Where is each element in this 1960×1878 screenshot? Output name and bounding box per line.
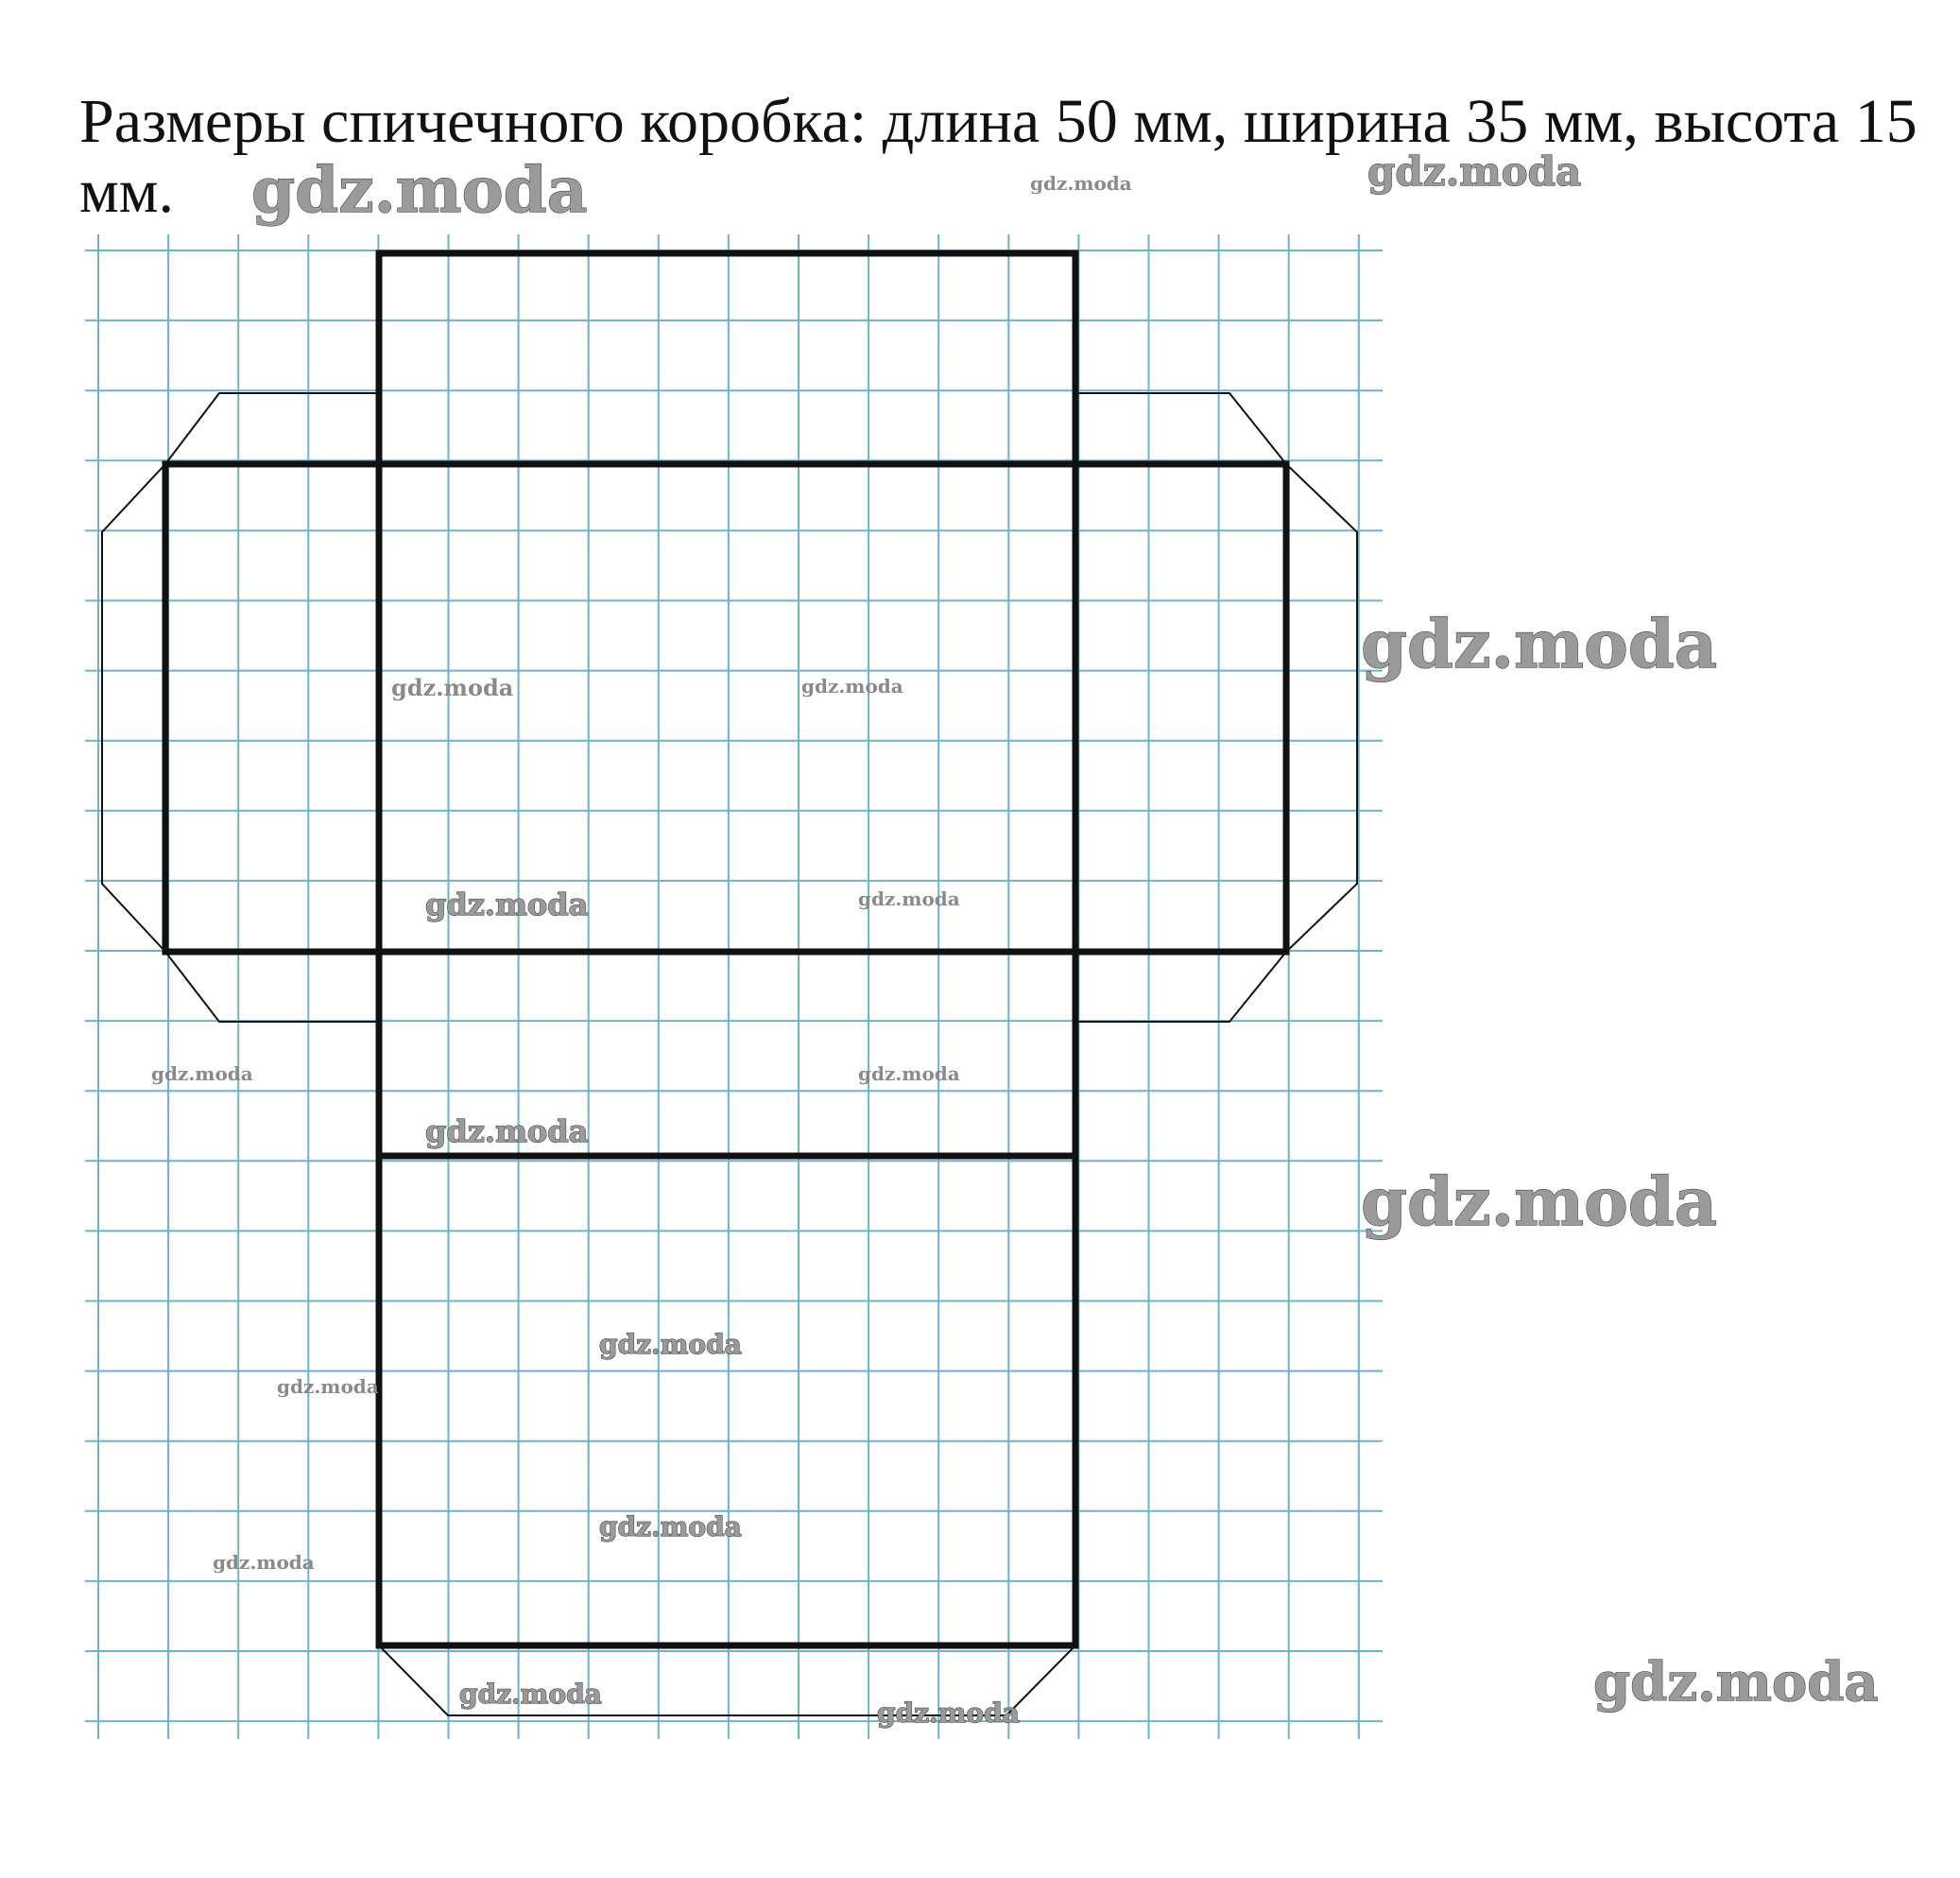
front-face xyxy=(379,464,1075,952)
right-side-face xyxy=(1075,464,1286,952)
watermark: gdz.moda xyxy=(1361,605,1718,683)
watermark: gdz.moda xyxy=(213,1551,315,1574)
left-glue-flap xyxy=(102,393,379,1022)
caption: Размеры спичечного коробка: длина 50 мм, ширина 35 мм, высота 15 мм. xyxy=(79,87,1917,226)
watermark: gdz.moda xyxy=(858,1062,960,1085)
watermark: gdz.moda xyxy=(1030,172,1132,195)
net-outline xyxy=(102,253,1357,1715)
watermark: gdz.moda xyxy=(459,1679,602,1710)
watermark: gdz.moda xyxy=(251,153,588,227)
watermark: gdz.moda xyxy=(1361,1163,1718,1241)
watermark: gdz.moda xyxy=(599,1511,742,1542)
right-glue-flap xyxy=(1075,393,1357,1022)
watermark: gdz.moda xyxy=(877,1697,1020,1729)
watermark: gdz.moda xyxy=(858,887,960,910)
watermark: gdz.moda xyxy=(151,1062,253,1085)
watermark: gdz.moda xyxy=(425,887,589,922)
watermark: gdz.moda xyxy=(425,1113,589,1149)
watermarks xyxy=(151,148,1879,1729)
watermark: gdz.moda xyxy=(801,675,903,698)
left-side-face xyxy=(165,464,379,952)
watermark: gdz.moda xyxy=(277,1375,379,1398)
top-face xyxy=(379,253,1075,464)
watermark: gdz.moda xyxy=(391,674,514,701)
watermark: gdz.moda xyxy=(1367,148,1582,195)
watermark: gdz.moda xyxy=(1593,1651,1879,1714)
back-face xyxy=(379,1156,1075,1645)
watermark: gdz.moda xyxy=(599,1329,742,1360)
